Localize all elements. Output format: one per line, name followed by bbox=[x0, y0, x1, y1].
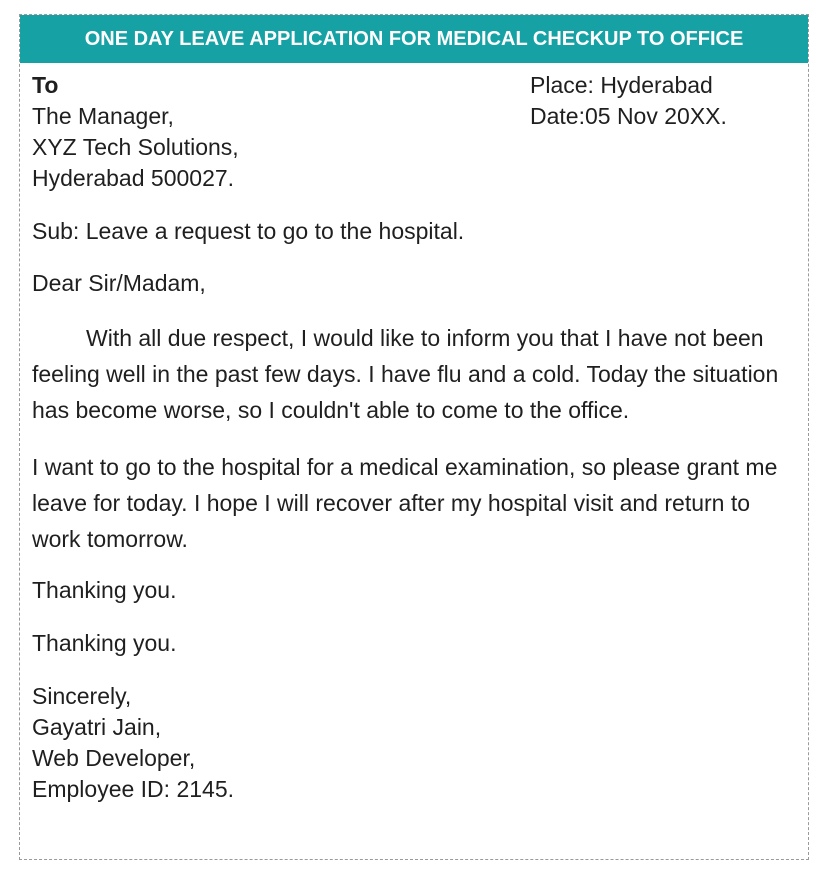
letter-content bbox=[32, 70, 798, 805]
recipient-line-3: Hyderabad 500027. bbox=[32, 165, 235, 191]
place-date-block bbox=[530, 70, 727, 132]
recipient-block bbox=[32, 70, 239, 194]
letter-header-row bbox=[32, 70, 798, 194]
signature-employee-id: Employee ID: 2145. bbox=[32, 776, 235, 802]
date-text: Date:05 Nov 20XX. bbox=[530, 103, 727, 129]
body-paragraph-1: With all due respect, I would like to inform you that I have not been feeling well in the past few days. I have flu and a cold. Today the situation has become worse, so I couldn't able to come to the office. bbox=[32, 325, 779, 423]
signature-sign-off: Sincerely, bbox=[32, 683, 132, 709]
subject-line: Sub: Leave a request to go to the hospital. bbox=[32, 218, 465, 244]
letter-title: ONE DAY LEAVE APPLICATION FOR MEDICAL CHECKUP TO OFFICE bbox=[20, 15, 808, 63]
signature-role: Web Developer, bbox=[32, 745, 196, 771]
signature-block bbox=[32, 681, 798, 805]
body-paragraph-2: I want to go to the hospital for a medical examination, so please grant me leave for today. I hope I will recover after my hospital visit and return to work tomorrow. bbox=[32, 454, 778, 552]
closing-line-1: Thanking you. bbox=[32, 577, 177, 603]
closing-line-2: Thanking you. bbox=[32, 630, 177, 656]
place-text: Place: Hyderabad bbox=[530, 72, 713, 98]
recipient-line-2: XYZ Tech Solutions, bbox=[32, 134, 239, 160]
recipient-line-1: The Manager, bbox=[32, 103, 174, 129]
letter-frame bbox=[19, 14, 809, 860]
recipient-label: To bbox=[32, 72, 59, 98]
salutation: Dear Sir/Madam, bbox=[32, 270, 206, 296]
signature-name: Gayatri Jain, bbox=[32, 714, 162, 740]
